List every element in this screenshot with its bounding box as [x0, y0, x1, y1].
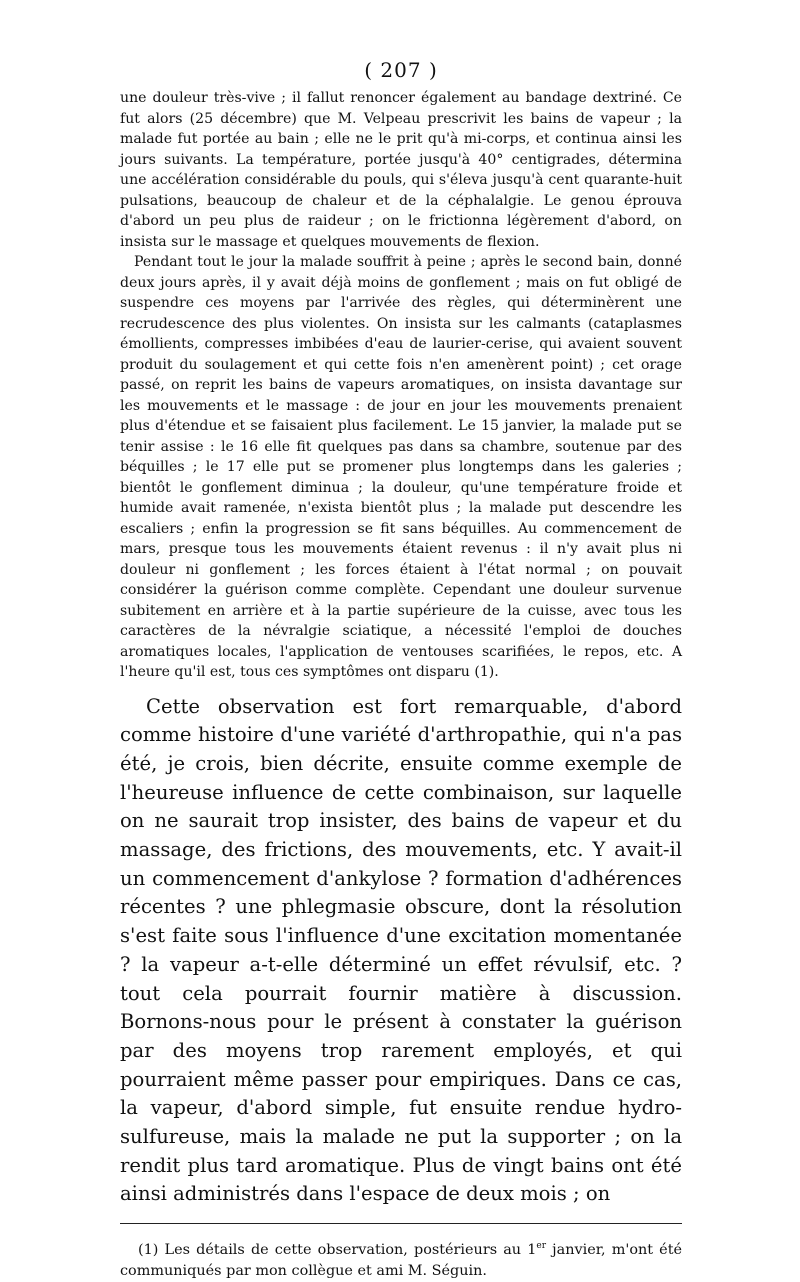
footnote-divider — [120, 1223, 682, 1224]
footnote-text-end: janvier, m'ont été communiqués par mon collègue et ami M. Séguin. — [120, 1241, 682, 1279]
paragraph-commentary: Cette observation est fort remarquable, d'abord comme histoire d'une variété d'arthropathie, qui n'a pas été, je crois, bien décrite, ensuite comme exemple de l'heureuse influence de cette combinaison, sur laquelle on ne saurait trop insister, des bains de vapeur et du massage, des frictions, des mouvements, etc. Y avait-il un commencement d'ankylose ? formation d'adhérences récentes ? une phlegmasie obscure, dont la résolution s'est faite sous l'influence d'une excitation momentanée ? la vapeur a-t-elle déterminé un effet révulsif, etc. ? tout cela pourrait fournir matière à discussion. Bornons-nous pour le présent à constater la guérison par des moyens trop rarement employés, et qui pourraient même passer pour empiriques. Dans ce cas, la vapeur, d'abord simple, fut ensuite rendue hydro-sulfureuse, mais la malade ne put la supporter ; on la rendit plus tard aromatique. Plus de vingt bains ont été ainsi administrés dans l'espace de deux mois ; on — [120, 694, 682, 1206]
footnote-text-start: (1) Les détails de cette observation, postérieurs au 1 — [138, 1241, 537, 1258]
paragraph-case-progress: Pendant tout le jour la malade souffrit à peine ; après le second bain, donné deux jours après, il y avait déjà moins de gonflement ; mais on fut obligé de suspendre ces moyens par l'arrivée des règles, qui déterminèrent une recrudescence des plus violentes. On insista sur les calmants (cataplasmes émollients, compresses imbibées d'eau de laurier-cerise, qui avaient souvent produit du soulagement et qui cette fois n'en amenèrent point) ; cet orage passé, on reprit les bains de vapeurs aromatiques, on insista davantage sur les mouvements et le massage : de jour en jour les mouvements prenaient plus d'étendue et se faisaient plus facilement. Le 15 janvier, la malade put se tenir assise : le 16 elle fit quelques pas dans sa chambre, soutenue par des béquilles ; le 17 elle put se promener plus longtemps dans les galeries ; bientôt le gonflement diminua ; la douleur, qu'une température froide et humide avait ramenée, n'exista bientôt plus ; la malade put descendre les escaliers ; enfin la progression se fit sans béquilles. Au commencement de mars, presque tous les mouvements étaient revenus : il n'y avait plus ni douleur ni gonflement ; les forces étaient à l'état normal ; on pouvait considérer la guérison comme complète. Cependant une douleur survenue subitement en arrière et à la partie supérieure de la cuisse, avec tous les caractères de la névralgie sciatique, a nécessité l'emploi de douches aromatiques locales, l'application de ventouses scarifiées, le repos, etc. A l'heure qu'il est, tous ces symptômes ont disparu (1). — [120, 254, 682, 680]
paragraph-case-continuation: une douleur très-vive ; il fallut renoncer également au bandage dextriné. Ce fut alors (25 décembre) que M. Velpeau prescrivit les bains de vapeur ; la malade fut portée au bain ; elle ne le prit qu'à mi-corps, et continua ainsi les jours suivants. La température, portée jusqu'à 40° centigrades, détermina une accélération considérable du pouls, qui s'éleva jusqu'à cent quarante-huit pulsations, beaucoup de chaleur et de la céphalalgie. Le genou éprouva d'abord un peu plus de raideur ; on le frictionna légèrement d'abord, on insista sur le massage et quelques mouvements de flexion. — [120, 90, 682, 250]
page-body — [120, 58, 682, 1282]
footnote — [120, 1236, 682, 1282]
footnote-superscript: er — [536, 1241, 547, 1252]
page-number: ( 207 ) — [364, 58, 438, 82]
